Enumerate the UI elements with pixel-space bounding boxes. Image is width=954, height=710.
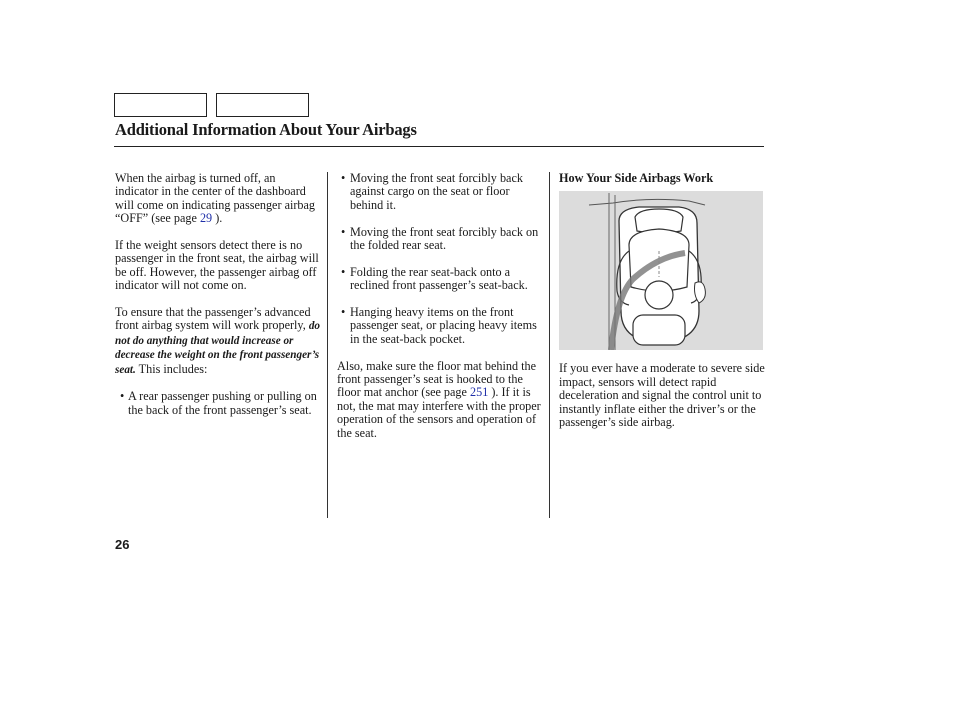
list-item-text: Hanging heavy items on the front passenger seat, or placing heavy items in the seat-back pocket. bbox=[350, 305, 537, 346]
column-left bbox=[115, 172, 320, 431]
page-link-29[interactable]: 29 bbox=[199, 211, 213, 226]
section-tab-2 bbox=[216, 93, 309, 117]
list-item bbox=[115, 390, 320, 417]
list-item bbox=[337, 172, 542, 212]
paragraph-ensure bbox=[115, 306, 320, 377]
title-rule bbox=[114, 146, 764, 147]
list-item-text: Moving the front seat forcibly back on the folded rear seat. bbox=[350, 224, 539, 253]
bullet-icon: • bbox=[341, 305, 346, 320]
paragraph-text: Also, make sure the floor mat behind the front passenger’s seat is hooked to the floor mat anchor (see page bbox=[337, 358, 537, 400]
list-item bbox=[337, 226, 542, 253]
column-middle bbox=[337, 172, 542, 453]
bullet-icon: • bbox=[120, 389, 125, 404]
page-title: Additional Information About Your Airbags bbox=[115, 120, 417, 139]
paragraph-weight-sensors: If the weight sensors detect there is no passenger in the front seat, the airbag will be off. However, the passenger airbag off indicator will not come on. bbox=[115, 238, 319, 293]
paragraph-side-impact: If you ever have a moderate to severe side impact, sensors will detect rapid deceleration and signal the control unit to instantly inflate either the driver’s or the passenger’s side airbag. bbox=[559, 361, 765, 430]
page-number: 26 bbox=[115, 537, 130, 552]
paragraph-floor-mat bbox=[337, 360, 542, 440]
seat-airbag-drawing bbox=[559, 191, 763, 350]
section-tab-1 bbox=[114, 93, 207, 117]
list-item-text: Folding the rear seat-back onto a reclined front passenger’s seat-back. bbox=[350, 264, 528, 293]
warning-emphasis: do not do anything that would increase or decrease the weight on the front passenger’s seat. bbox=[115, 320, 321, 376]
section-heading: How Your Side Airbags Work bbox=[559, 171, 714, 185]
bullet-icon: • bbox=[341, 171, 346, 185]
bullet-icon: • bbox=[341, 264, 346, 279]
paragraph-tail: This includes: bbox=[138, 361, 208, 376]
bullet-icon: • bbox=[341, 224, 346, 239]
list-item bbox=[337, 266, 542, 293]
column-right bbox=[559, 172, 769, 443]
paragraph-text: To ensure that the passenger’s advanced front airbag system will work properly, bbox=[115, 305, 311, 333]
paragraph-airbag-off bbox=[115, 172, 320, 226]
list-item-text: Moving the front seat forcibly back against cargo on the seat or floor behind it. bbox=[350, 171, 523, 212]
page-link-251[interactable]: 251 bbox=[470, 385, 489, 400]
paragraph-text: When the airbag is turned off, an indicator in the center of the dashboard will come on indicating passenger airbag “OFF” (see page bbox=[115, 171, 316, 226]
list-item-text: A rear passenger pushing or pulling on the back of the front passenger’s seat. bbox=[128, 389, 317, 417]
side-airbag-illustration bbox=[559, 191, 763, 350]
column-divider bbox=[549, 172, 550, 518]
paragraph-tail: ). If it is not, the mat may interfere with the proper operation of the sensors and operation of the seat. bbox=[337, 385, 541, 440]
paragraph-tail: ). bbox=[215, 211, 223, 226]
list-item bbox=[337, 306, 542, 346]
column-divider bbox=[327, 172, 328, 518]
